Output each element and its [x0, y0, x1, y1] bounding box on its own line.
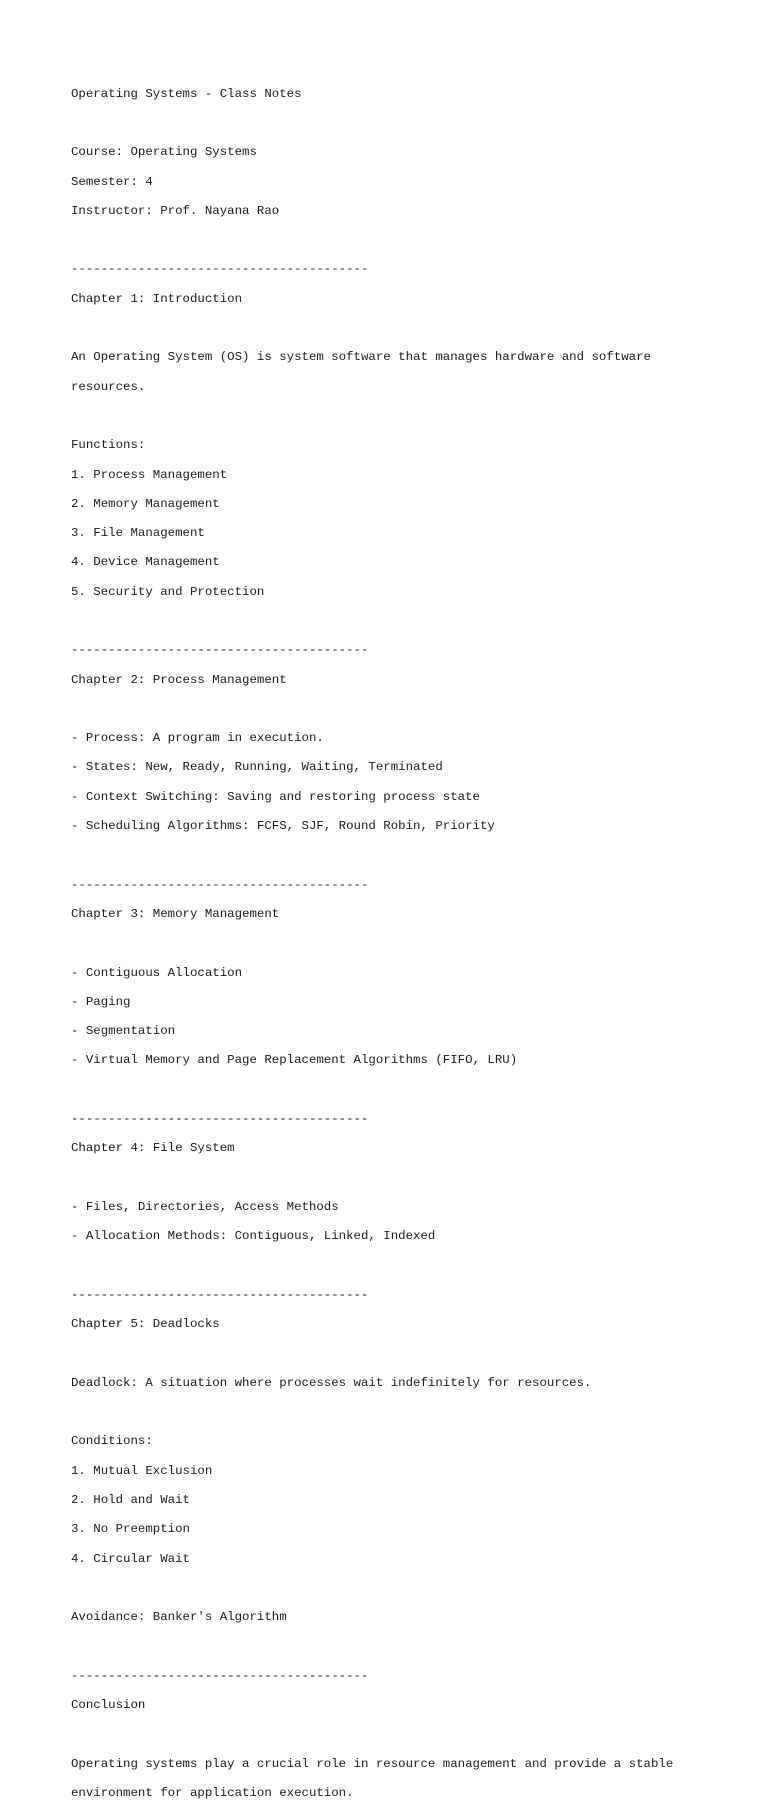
blank-line	[71, 936, 673, 951]
list-item: 4. Device Management	[71, 555, 220, 570]
document-title: Operating Systems - Class Notes	[71, 86, 302, 101]
list-item: 5. Security and Protection	[71, 584, 265, 599]
chapter-heading: Chapter 4: File System	[71, 1141, 235, 1156]
list-item: - Segmentation	[71, 1024, 176, 1039]
section-divider: ----------------------------------------	[71, 1112, 369, 1127]
list-item: - Virtual Memory and Page Replacement Algorithms (FIFO, LRU)	[71, 1053, 518, 1068]
list-item: - Files, Directories, Access Methods	[71, 1199, 339, 1214]
list-item: 1. Process Management	[71, 467, 228, 482]
paragraph-line: An Operating System (OS) is system software that manages hardware and software	[71, 350, 651, 365]
list-item: 3. File Management	[71, 526, 205, 541]
conclusion-heading: Conclusion	[71, 1697, 146, 1712]
chapter-heading: Chapter 3: Memory Management	[71, 906, 280, 921]
section-divider: ----------------------------------------	[71, 1287, 369, 1302]
blank-line	[71, 1083, 673, 1098]
blank-line	[71, 321, 673, 336]
blank-line	[71, 1581, 673, 1596]
list-item: - Contiguous Allocation	[71, 965, 243, 980]
list-item: - Context Switching: Saving and restoring process state	[71, 789, 480, 804]
class-notes-document	[71, 72, 673, 1815]
blank-line	[71, 702, 673, 717]
section-divider: ----------------------------------------	[71, 643, 369, 658]
chapter-heading: Chapter 1: Introduction	[71, 291, 243, 306]
blank-line	[71, 1171, 673, 1186]
blank-line	[71, 614, 673, 629]
blank-line	[71, 848, 673, 863]
list-item: 4. Circular Wait	[71, 1551, 190, 1566]
course-line: Course: Operating Systems	[71, 145, 257, 160]
blank-line	[71, 1639, 673, 1654]
list-item: - Process: A program in execution.	[71, 731, 324, 746]
paragraph-line: Operating systems play a crucial role in resource management and provide a stable	[71, 1756, 674, 1771]
blank-line	[71, 233, 673, 248]
blank-line	[71, 116, 673, 131]
blank-line	[71, 409, 673, 424]
list-item: 2. Memory Management	[71, 496, 220, 511]
chapter-heading: Chapter 5: Deadlocks	[71, 1317, 220, 1332]
list-item: - Paging	[71, 994, 131, 1009]
list-item: 2. Hold and Wait	[71, 1492, 190, 1507]
list-title: Conditions:	[71, 1434, 153, 1449]
paragraph-line: Deadlock: A situation where processes wait indefinitely for resources.	[71, 1375, 592, 1390]
section-divider: ----------------------------------------	[71, 877, 369, 892]
paragraph-line: Avoidance: Banker's Algorithm	[71, 1610, 287, 1625]
blank-line	[71, 1727, 673, 1742]
paragraph-line: resources.	[71, 379, 146, 394]
list-item: - Allocation Methods: Contiguous, Linked, Indexed	[71, 1229, 436, 1244]
chapter-heading: Chapter 2: Process Management	[71, 672, 287, 687]
semester-line: Semester: 4	[71, 174, 153, 189]
section-divider: ----------------------------------------	[71, 1668, 369, 1683]
paragraph-line: environment for application execution.	[71, 1785, 354, 1800]
list-item: 1. Mutual Exclusion	[71, 1463, 213, 1478]
blank-line	[71, 1346, 673, 1361]
list-title: Functions:	[71, 438, 146, 453]
list-item: - Scheduling Algorithms: FCFS, SJF, Round Robin, Priority	[71, 819, 495, 834]
instructor-line: Instructor: Prof. Nayana Rao	[71, 203, 280, 218]
list-item: - States: New, Ready, Running, Waiting, Terminated	[71, 760, 443, 775]
list-item: 3. No Preemption	[71, 1522, 190, 1537]
blank-line	[71, 1259, 673, 1274]
section-divider: ----------------------------------------	[71, 262, 369, 277]
blank-line	[71, 1405, 673, 1420]
